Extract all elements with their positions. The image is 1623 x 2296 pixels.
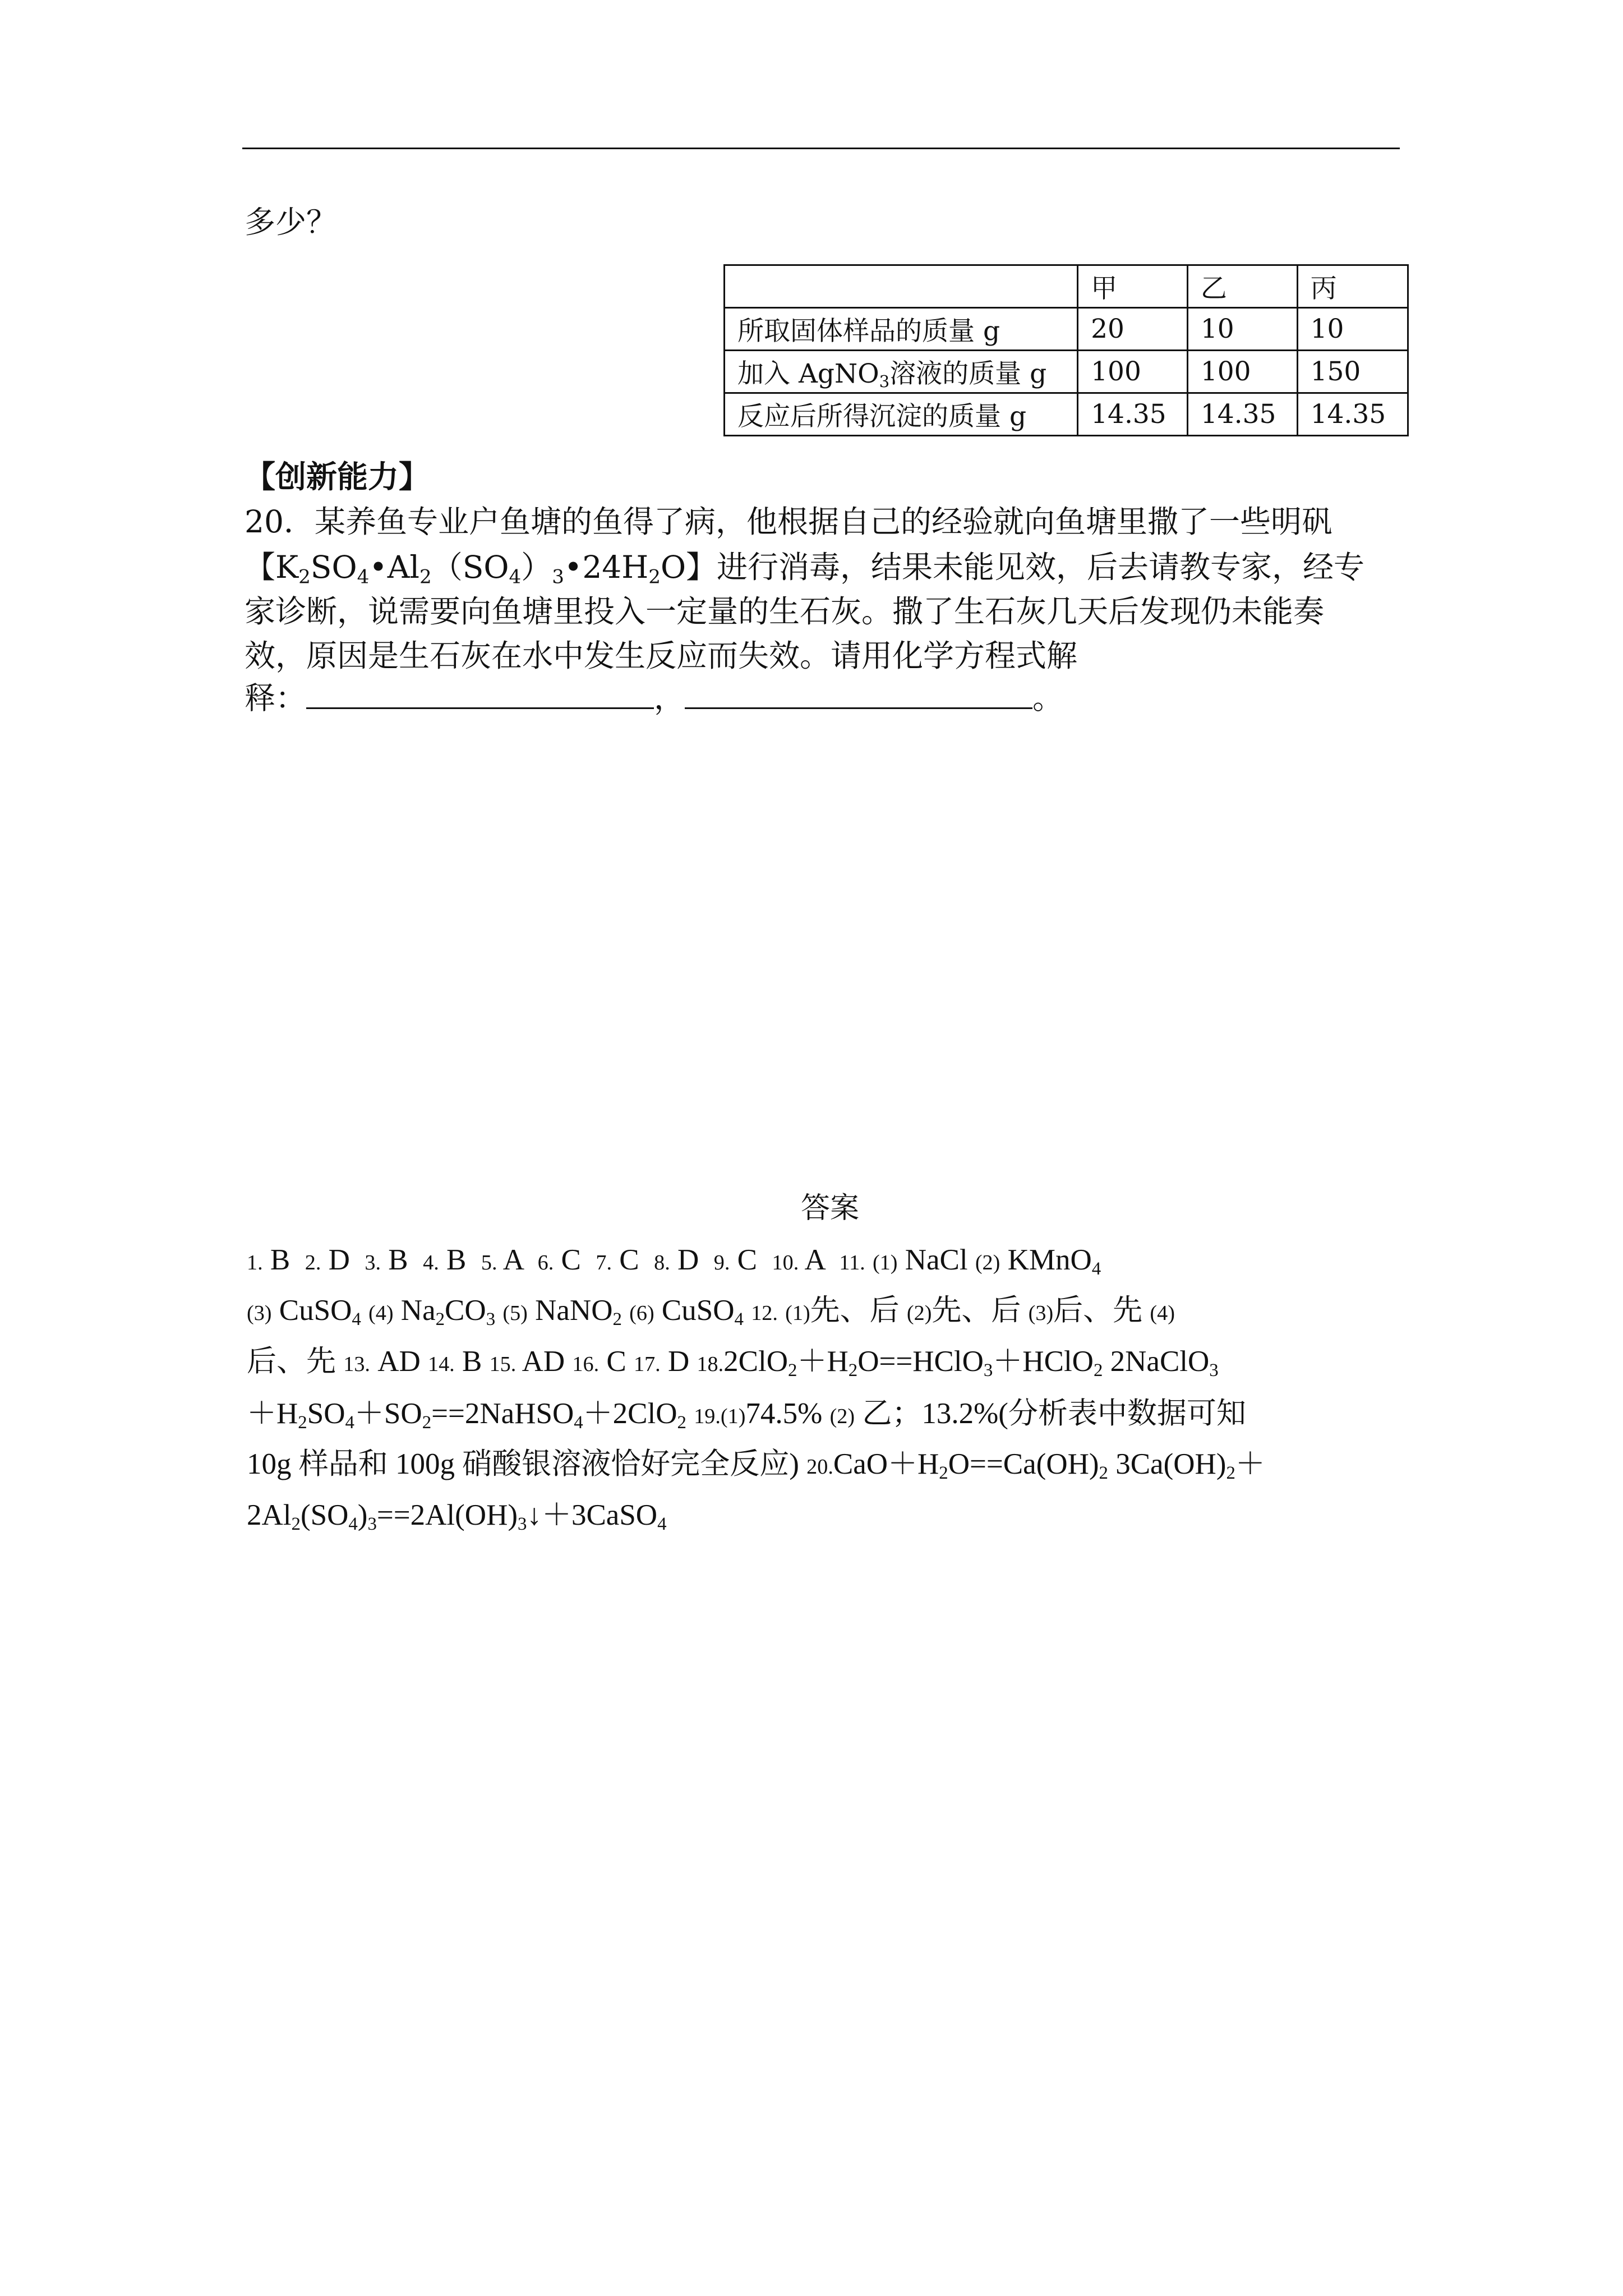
answer-blank-1[interactable]	[306, 679, 654, 709]
table-row-label: 所取固体样品的质量 g	[725, 308, 1078, 351]
table-header-cell: 甲	[1078, 265, 1188, 308]
header-rule	[242, 148, 1400, 149]
answers-line-6: $2Al_2(SO_4)_3==2Al(OH)_3↓+3CaSO_4$	[247, 1499, 667, 1535]
answers-line-1: 1. B 2. D 3. B 4. B 5. A 6. C 7. C 8. D 9. C 10. A 11. (1) NaCl (2) KMnO$_4$	[247, 1244, 1101, 1280]
answers-line-4: $+H_2SO_4+SO_2==2NaHSO_4+2ClO_2$ 19.(1)74.5% (2) 乙；13.2%(分析表中数据可知	[247, 1397, 1246, 1433]
table-header-cell: 乙	[1187, 265, 1297, 308]
table-cell: 100	[1078, 351, 1188, 393]
experiment-table	[723, 264, 1409, 436]
q20-prefix: 释：	[245, 680, 307, 716]
answers-line-2: (3) CuSO$_4$ (4) $Na_2CO_3$ (5) NaNO$_2$ (6) CuSO$_4$ 12. (1)先、后 (2)先、后 (3)后、先 (4)	[247, 1294, 1175, 1330]
q20-comma: ，	[654, 680, 685, 716]
label-subscript: 3	[879, 372, 890, 392]
table-cell: 100	[1187, 351, 1297, 393]
q20-line-5	[245, 679, 1063, 714]
table-cell: 14.35	[1078, 393, 1188, 436]
table-row	[725, 351, 1408, 393]
table-cell: 10	[1187, 308, 1297, 351]
q20-line-4: 效，原因是生石灰在水中发生反应而失效。请用化学方程式解	[245, 638, 1078, 674]
table-cell: 150	[1297, 351, 1408, 393]
table-row-label	[725, 351, 1078, 393]
q20-line-2: 【$K_2SO_4•Al_2(SO_4)_3•24H_2O$】进行消毒，结果未能见效，后去请教专家，经专	[245, 549, 1365, 588]
table-row	[725, 308, 1408, 351]
label-part: 加入 AgNO	[737, 358, 879, 389]
q20-period: 。	[1032, 680, 1064, 716]
question-continued-text: 多少？	[245, 204, 338, 240]
answers-title: 答案	[800, 1191, 859, 1225]
table-cell: 10	[1297, 308, 1408, 351]
section-heading: 【创新能力】	[245, 458, 430, 495]
answer-blank-2[interactable]	[685, 679, 1032, 709]
answers-line-5: 10g 样品和 100g 硝酸银溶液恰好完全反应) $20.CaO+H_2O==Ca(OH)_2$ $3Ca(OH)_2+$	[247, 1448, 1265, 1484]
table-row-label: 反应后所得沉淀的质量 g	[725, 393, 1078, 436]
table-header-row	[725, 265, 1408, 308]
table-header-cell: 丙	[1297, 265, 1408, 308]
table-row	[725, 393, 1408, 436]
label-part: 溶液的质量 g	[889, 358, 1047, 389]
q20-line-1: 20．某养鱼专业户鱼塘的鱼得了病，他根据自己的经验就向鱼塘里撒了一些明矾	[245, 504, 1332, 540]
table-cell: 20	[1078, 308, 1188, 351]
table-header-cell	[725, 265, 1078, 308]
q20-line-3: 家诊断，说需要向鱼塘里投入一定量的生石灰。撒了生石灰几天后发现仍未能奏	[245, 593, 1325, 629]
table-cell: 14.35	[1187, 393, 1297, 436]
q20-line-2-tail: 进行消毒，结果未能见效，后去请教专家，经专	[717, 549, 1365, 585]
table-cell: 14.35	[1297, 393, 1408, 436]
answers-line-3: 后、先 13. AD 14. B 15. AD 16. C 17. D $18.2ClO_2+H_2O==HClO_3+HClO_2$ 2NaClO$_3$	[247, 1345, 1219, 1381]
